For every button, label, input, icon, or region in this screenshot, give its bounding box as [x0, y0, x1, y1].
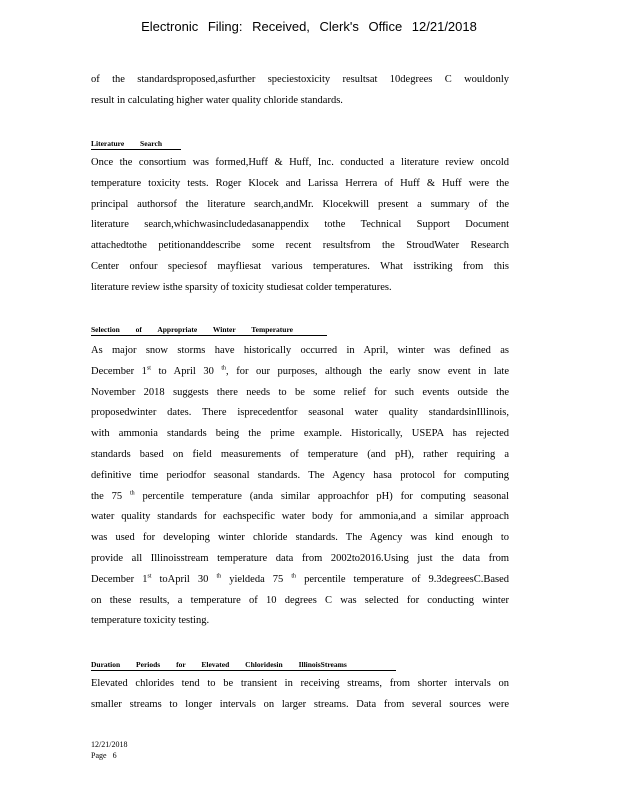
intro-paragraph — [91, 70, 509, 112]
paragraph-line: temperature toxicity testing. — [91, 615, 210, 627]
section-heading-literature-search: Literature Search — [91, 139, 181, 150]
paragraph-line: was used for developing winter chloride standards. The Agency was kind enough to — [91, 532, 509, 544]
paragraph-line: December 1st to April 30 $^{th}$, for our purposes, although the early snow event in late — [91, 365, 509, 377]
footer-page — [91, 750, 127, 761]
paragraph-line: provide all Illinoisstream temperature data from 2002to2016.Using just the data from — [91, 552, 509, 564]
paragraph-line: Center onfour speciesof mayfliesat various temperatures. What isstriking from this — [91, 260, 509, 272]
paragraph-line: smaller streams to longer intervals on larger streams. Data from several sources were — [91, 698, 509, 710]
intro-line: result in calculating higher water quality chloride standards. — [91, 94, 343, 106]
paragraph-line: attachedtothe petitionanddescribe some recent resultsfrom the StroudWater Research — [91, 240, 509, 252]
paragraph-line: literature search,whichwasincludedasanappendix tothe Technical Support Document — [91, 219, 509, 231]
page-label: Page — [91, 751, 107, 760]
section-heading-duration-periods: Duration Periods for Elevated Chloridesin IllinoisStreams — [91, 660, 396, 671]
paragraph-line: temperature toxicity tests. Roger Klocek and Larissa Herrera of Huff & Huff were the — [91, 177, 509, 189]
footer-date: 12/21/2018 — [91, 740, 128, 749]
paragraph-line: December 1st toApril 30 $^{th}$ yieldeda 75 $^{th}$ percentile temperature of 9.3degreesC.Based — [91, 573, 509, 585]
paragraph-line: definitive time periodfor seasonal standards. The Agency hasa protocol for computing — [91, 469, 509, 481]
section-heading-winter-temperature: Selection of Appropriate Winter Temperature — [91, 325, 327, 336]
page-header: Electronic Filing: Received, Clerk's Office 12/21/2018 — [141, 19, 477, 34]
intro-line: of the standardsproposed,asfurther speciestoxicity resultsat 10degrees C wouldonly — [91, 74, 509, 85]
literature-search-paragraph — [91, 153, 509, 299]
paragraph-line: water quality standards for eachspecific water body for ammonia,and a similar approach — [91, 511, 509, 523]
paragraph-line: on these results, a temperature of 10 degrees C was selected for conducting winter — [91, 594, 509, 606]
page-number: 6 — [112, 751, 117, 760]
paragraph-line: November 2018 suggests there needs to be some relief for such events outside the — [91, 386, 509, 398]
paragraph-line: standards based on field measurements of temperature (and pH), rather requiring a — [91, 448, 509, 460]
paragraph-line: As major snow storms have historically occurred in April, winter was defined as — [91, 345, 509, 356]
paragraph-line: with ammonia standards being the prime example. Historically, USEPA has rejected — [91, 428, 509, 440]
page-footer — [91, 739, 127, 761]
paragraph-line: principal authorsof the literature search,andMr. Klocekwill present a summary of the — [91, 198, 509, 210]
paragraph-line: Once the consortium was formed,Huff & Huff, Inc. conducted a literature review oncold — [91, 157, 509, 168]
paragraph-line: literature review isthe sparsity of toxicity studiesat colder temperatures. — [91, 281, 392, 293]
duration-periods-paragraph — [91, 674, 509, 716]
paragraph-line: proposedwinter dates. There isprecedentfor seasonal water quality standardsinIllinois, — [91, 407, 509, 419]
paragraph-line: the 75 $^{th}$ percentile temperature (anda similar approachfor pH) for computing seasonal — [91, 490, 509, 502]
paragraph-line: Elevated chlorides tend to be transient in receiving streams, from shorter intervals on — [91, 678, 509, 689]
winter-temperature-paragraph — [91, 341, 509, 632]
